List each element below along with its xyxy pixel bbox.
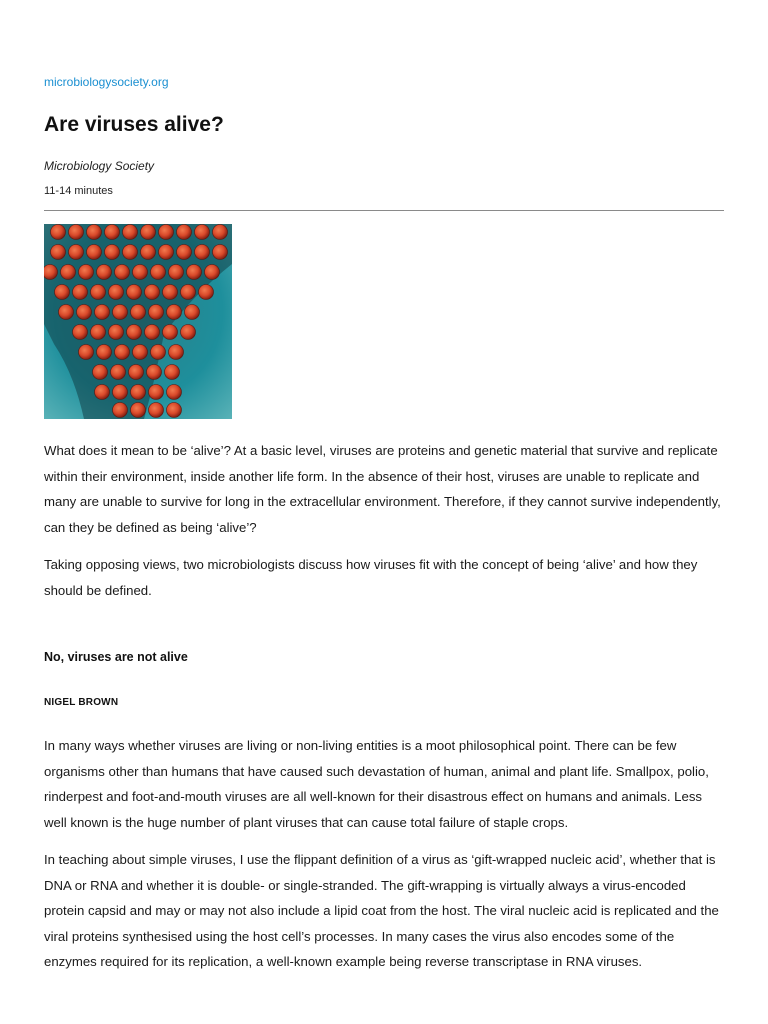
- virus-particle: [187, 265, 202, 280]
- virus-particle: [151, 345, 166, 360]
- virus-particle: [195, 225, 210, 240]
- virus-particle: [149, 305, 164, 320]
- virus-particle: [181, 285, 196, 300]
- virus-particle: [113, 305, 128, 320]
- virus-particle: [79, 265, 94, 280]
- section-paragraph-1: In many ways whether viruses are living or non-living entities is a moot philosophical point. There can be few organisms other than humans that have caused such devastation of human, animal and plant life. Smallpox, polio, rinderpest and foot-and-mouth viruses are all well-known for their disastrous effect on humans and animals. Less well known is the huge number of plant viruses that can cause total failure of staple crops.: [44, 738, 709, 830]
- reading-time: 11-14 minutes: [44, 185, 113, 197]
- virus-particle: [167, 403, 182, 418]
- virus-particle: [163, 285, 178, 300]
- virus-particle: [93, 365, 108, 380]
- virus-particle: [181, 325, 196, 340]
- virus-particle: [123, 225, 138, 240]
- virus-particle: [205, 265, 220, 280]
- virus-particle: [147, 365, 162, 380]
- virus-particle: [44, 265, 58, 280]
- virus-particle: [131, 385, 146, 400]
- intro-paragraph-2: Taking opposing views, two microbiologists discuss how viruses fit with the concept of being ‘alive’ and how they should be defined.: [44, 557, 698, 598]
- virus-particle: [131, 305, 146, 320]
- author-name: Microbiology Society: [44, 159, 155, 173]
- virus-particle: [177, 245, 192, 260]
- virus-particle: [151, 265, 166, 280]
- virus-particle: [77, 305, 92, 320]
- virus-particle: [91, 325, 106, 340]
- virus-particle: [73, 325, 88, 340]
- virus-particle: [199, 285, 214, 300]
- virus-particle: [69, 245, 84, 260]
- header-divider: [44, 210, 724, 211]
- virus-particle: [95, 305, 110, 320]
- virus-particle: [113, 385, 128, 400]
- virus-particle: [105, 245, 120, 260]
- section-heading: No, viruses are not alive: [44, 650, 188, 664]
- virus-particle: [111, 365, 126, 380]
- virus-particle: [141, 225, 156, 240]
- virus-particle: [51, 245, 66, 260]
- article-title: Are viruses alive?: [44, 113, 224, 136]
- virus-particle: [109, 325, 124, 340]
- virus-particle: [115, 265, 130, 280]
- virus-particle: [115, 345, 130, 360]
- virus-particle: [213, 225, 228, 240]
- virus-particle: [177, 225, 192, 240]
- virus-particle: [145, 285, 160, 300]
- virus-particle: [159, 225, 174, 240]
- virus-particle: [97, 265, 112, 280]
- section-paragraph-2: In teaching about simple viruses, I use the flippant definition of a virus as ‘gift-wrapped nucleic acid’, whether that is DNA or RNA and whether it is double- or single-stranded. The gift-wrapping is virtually always a virus-encoded protein capsid and may or may not also include a lipid coat from the host. The viral nucleic acid is replicated and the viral proteins synthesised using the host cell’s processes. In many cases the virus also encodes some of the enzymes required for its replication, a well-known example being reverse transcriptase in RNA viruses.: [44, 852, 719, 969]
- virus-particle: [163, 325, 178, 340]
- virus-particle: [185, 305, 200, 320]
- virus-particle: [87, 225, 102, 240]
- virus-particle: [59, 305, 74, 320]
- virus-particle: [61, 265, 76, 280]
- virus-particle: [51, 225, 66, 240]
- virus-particle: [127, 325, 142, 340]
- virus-particle: [129, 365, 144, 380]
- virus-particle: [169, 345, 184, 360]
- virus-particle: [55, 285, 70, 300]
- virus-particle: [113, 403, 128, 418]
- virus-particle: [73, 285, 88, 300]
- virus-micrograph-image: [44, 224, 232, 419]
- virus-particle: [133, 265, 148, 280]
- virus-particle: [97, 345, 112, 360]
- virus-particle: [159, 245, 174, 260]
- virus-particle: [123, 245, 138, 260]
- virus-particle: [213, 245, 228, 260]
- virus-particle: [109, 285, 124, 300]
- source-link[interactable]: microbiologysociety.org: [44, 75, 169, 89]
- virus-particle: [95, 385, 110, 400]
- virus-particle: [149, 403, 164, 418]
- virus-particle: [79, 345, 94, 360]
- virus-particle: [133, 345, 148, 360]
- virus-particle: [127, 285, 142, 300]
- virus-particle: [87, 245, 102, 260]
- virus-particle: [131, 403, 146, 418]
- virus-particle: [141, 245, 156, 260]
- virus-particle: [167, 385, 182, 400]
- virus-particle: [69, 225, 84, 240]
- virus-particle: [105, 225, 120, 240]
- virus-particle: [145, 325, 160, 340]
- virus-particle: [195, 245, 210, 260]
- virus-particle: [167, 305, 182, 320]
- intro-paragraph: What does it mean to be ‘alive’? At a basic level, viruses are proteins and genetic material that survive and replicate within their environment, inside another life form. In the absence of their host, viruses are unable to replicate and many are unable to survive for long in the extracellular environment. Therefore, if they cannot survive independently, can they be defined as being ‘alive’?: [44, 443, 721, 535]
- virus-particle: [165, 365, 180, 380]
- virus-particle: [169, 265, 184, 280]
- section-byline: NIGEL BROWN: [44, 697, 119, 708]
- virus-particle: [91, 285, 106, 300]
- virus-particle: [149, 385, 164, 400]
